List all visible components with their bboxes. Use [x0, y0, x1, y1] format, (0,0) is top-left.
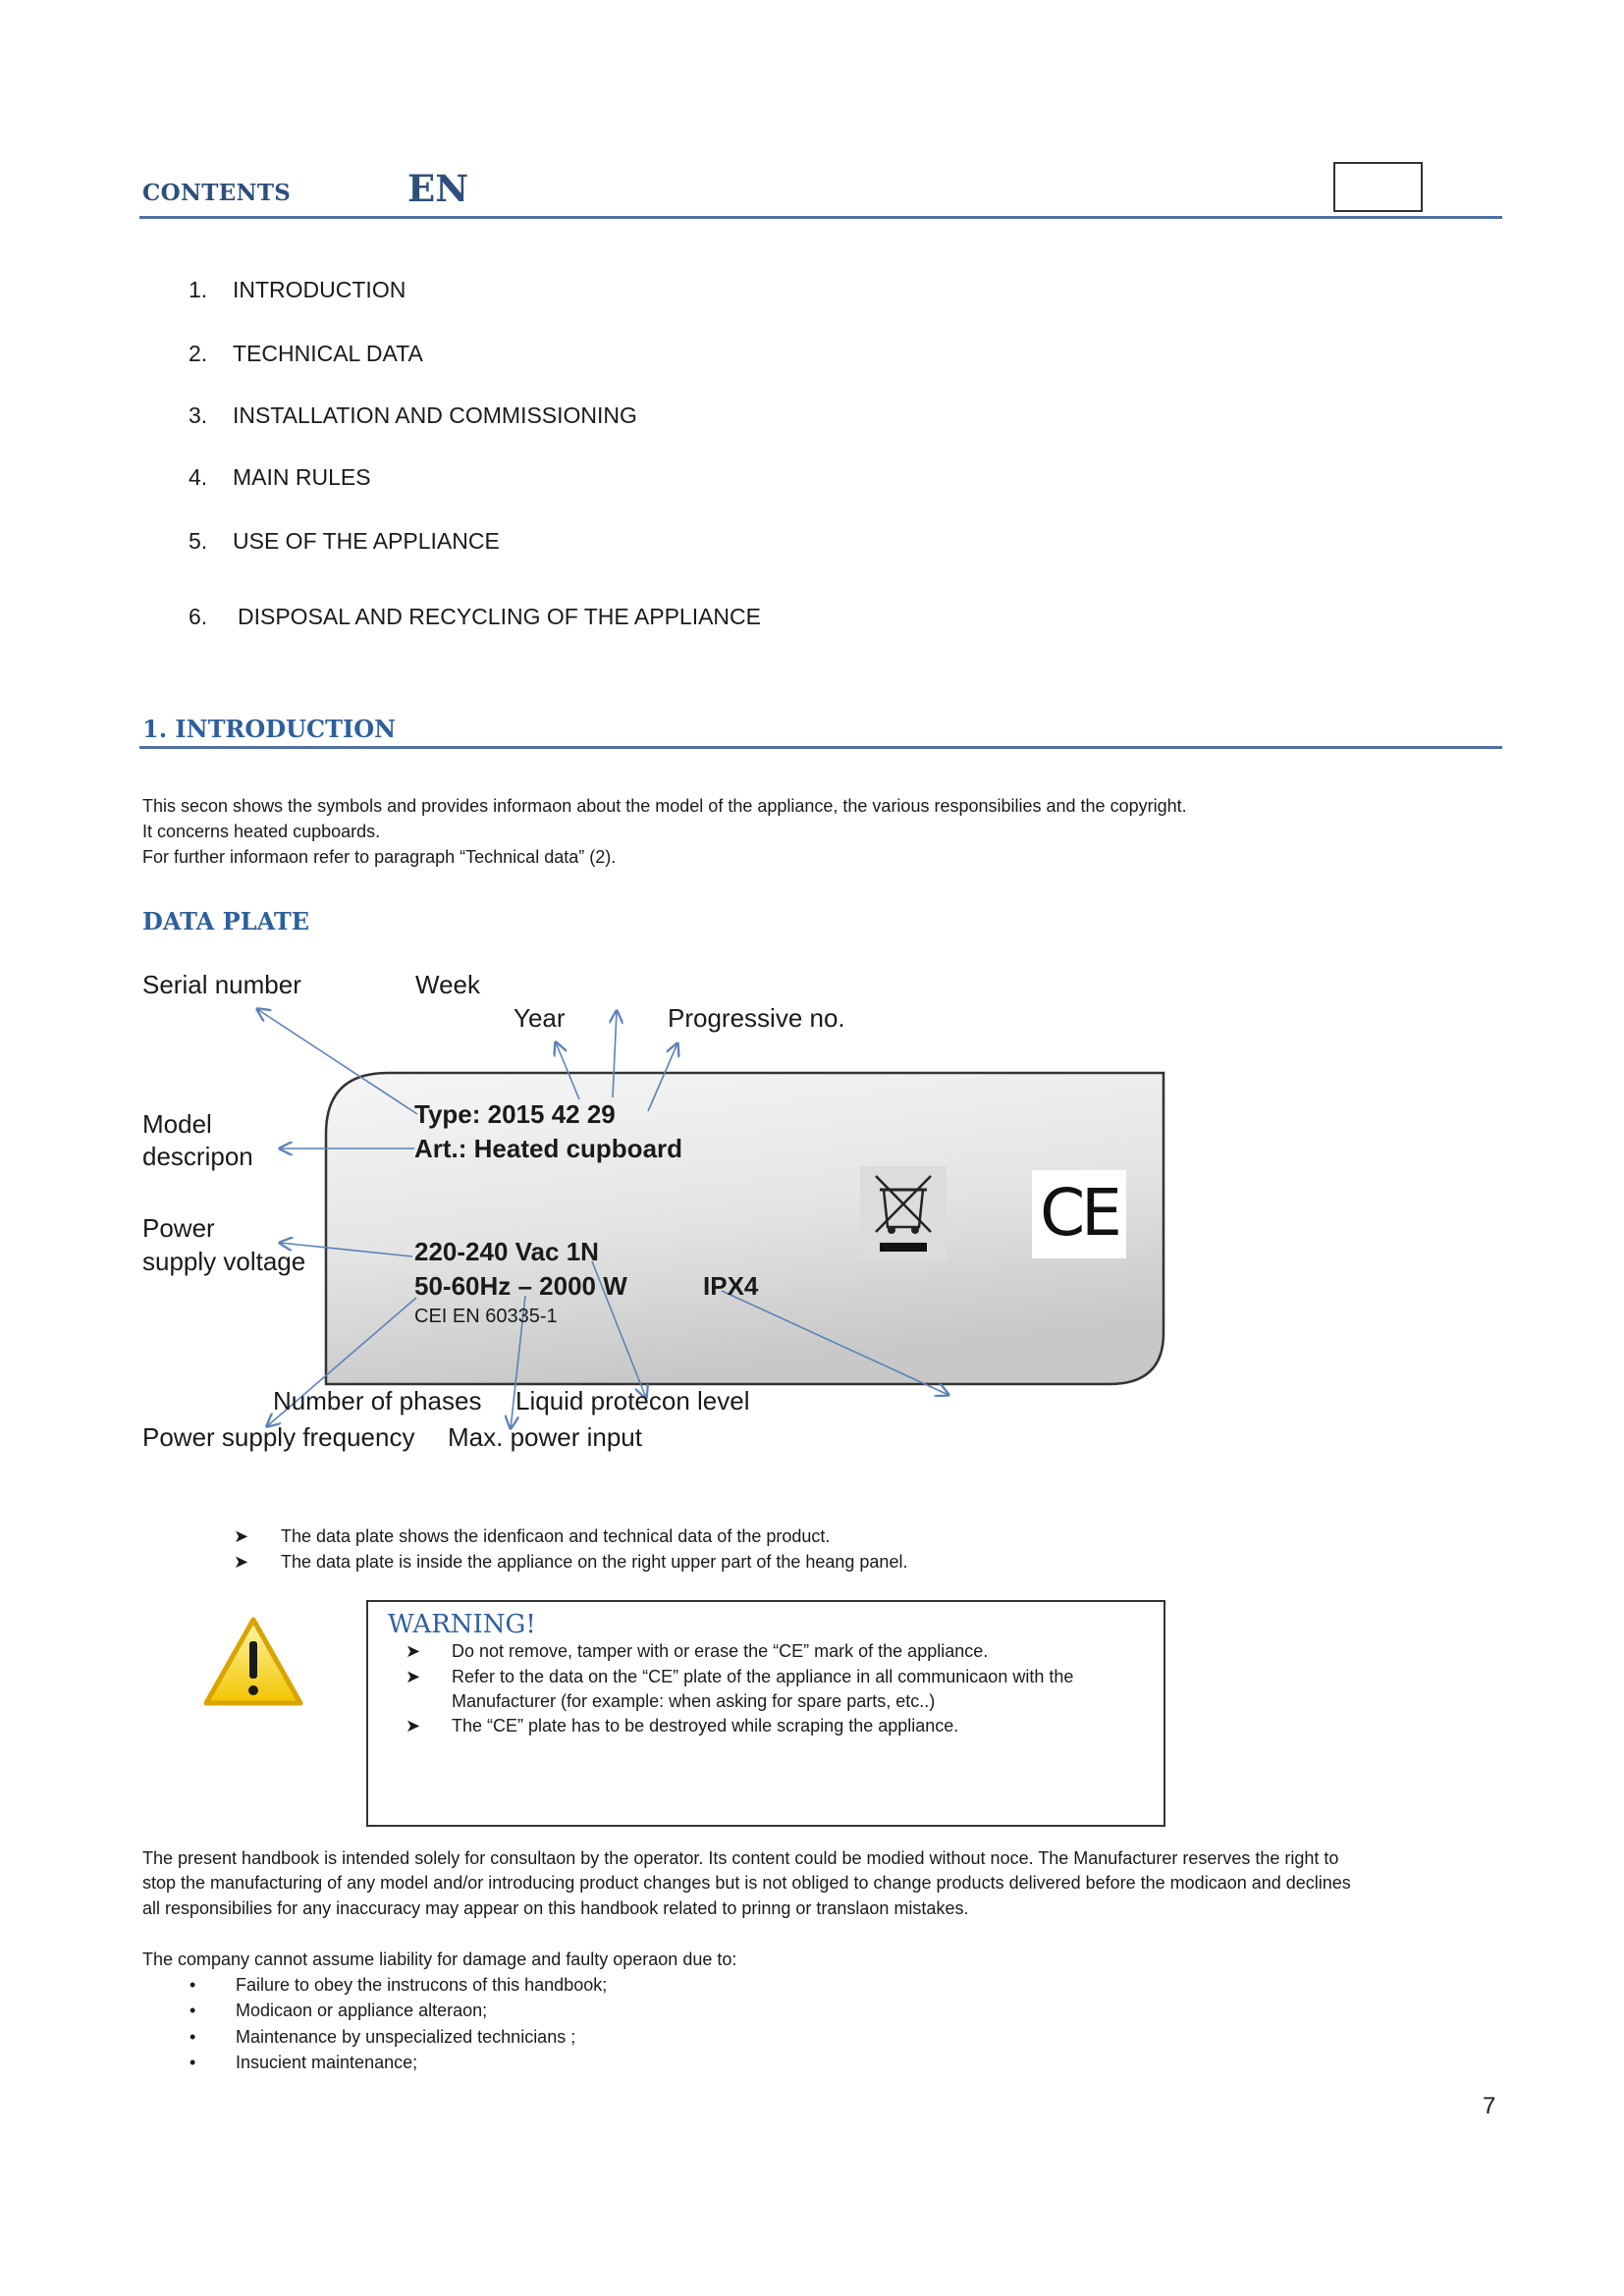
warning-text: Refer to the data on the “CE” plate of the appliance in all communicaon with the: [452, 1667, 1074, 1686]
plate-art: Art.: Heated cupboard: [414, 1134, 683, 1163]
label-week: Week: [415, 970, 480, 999]
toc-num: 4.: [189, 464, 208, 490]
label-year: Year: [514, 1003, 566, 1033]
plate-frequency-power: 50-60Hz – 2000 W: [414, 1271, 627, 1301]
data-plate-bullet: [234, 1549, 907, 1575]
arrow-bullet-icon: ➤: [406, 1716, 421, 1735]
toc-num: 2.: [189, 341, 208, 366]
toc-label: MAIN RULES: [233, 464, 371, 490]
bullet-dot-icon: •: [189, 2053, 196, 2072]
intro-line: It concerns heated cupboards.: [142, 822, 381, 841]
liability-item: [189, 1998, 487, 2023]
liability-text: Modicaon or appliance alteraon;: [236, 2001, 488, 2020]
toc-label: USE OF THE APPLIANCE: [233, 528, 500, 554]
language-code: EN: [407, 167, 469, 210]
label-power-1: Power: [142, 1213, 215, 1243]
label-liquid-protection: Liquid protecon level: [515, 1386, 750, 1415]
bullet-dot-icon: •: [189, 2001, 196, 2020]
bullet-text: The data plate is inside the appliance on the right upper part of the heang panel.: [281, 1552, 908, 1572]
label-max-power-input: Max. power input: [448, 1422, 642, 1452]
arrow-bullet-icon: ➤: [406, 1667, 421, 1686]
warning-title: WARNING!: [388, 1610, 536, 1639]
warning-item: [406, 1665, 1073, 1689]
warning-text: The “CE” plate has to be destroyed while scraping the appliance.: [452, 1716, 959, 1735]
ce-mark: CE: [1040, 1175, 1118, 1251]
arrow-bullet-icon: ➤: [406, 1641, 421, 1661]
liability-item: [189, 2024, 575, 2050]
handbook-line: stop the manufacturing of any model and/or introducing product changes but is not obliged to change products delivered before the modicaon and declines: [142, 1873, 1351, 1893]
section-title-introduction: 1. INTRODUCTION: [142, 715, 397, 743]
bullet-dot-icon: •: [189, 1975, 196, 1995]
warning-item: [406, 1714, 958, 1738]
toc-num: 1.: [189, 277, 208, 302]
label-model-2: descripon: [142, 1142, 253, 1171]
weee-bin-icon: [860, 1166, 947, 1260]
liability-text: Maintenance by unspecialized technicians ;: [236, 2027, 576, 2047]
liability-item: [189, 1972, 607, 1998]
bullet-text: The data plate shows the idenficaon and technical data of the product.: [281, 1526, 831, 1546]
page-number: 7: [1483, 2093, 1496, 2119]
intro-line: This secon shows the symbols and provides informaon about the model of the appliance, the various responsibilies and the copyright.: [142, 796, 1187, 816]
label-model-1: Model: [142, 1109, 212, 1139]
label-serial-number: Serial number: [142, 970, 301, 999]
liability-item: [189, 2050, 417, 2075]
liability-text: Insucient maintenance;: [236, 2053, 418, 2072]
liability-text: Failure to obey the instrucons of this handbook;: [236, 1975, 608, 1995]
label-power-2: supply voltage: [142, 1247, 306, 1276]
handbook-line: The present handbook is intended solely for consultaon by the operator. Its content could be modied without noce. The Manufacturer reserves the right to: [142, 1848, 1339, 1868]
plate-type: Type: 2015 42 29: [414, 1099, 616, 1129]
contents-heading: CONTENTS: [142, 180, 292, 206]
plate-voltage: 220-240 Vac 1N: [414, 1237, 599, 1266]
toc-num: 3.: [189, 402, 208, 428]
data-plate-bullet: [234, 1523, 830, 1549]
warning-text: Do not remove, tamper with or erase the “CE” mark of the appliance.: [452, 1641, 989, 1661]
data-plate-title: DATA PLATE: [142, 907, 310, 935]
bullet-dot-icon: •: [189, 2027, 196, 2047]
warning-item: [406, 1639, 988, 1664]
handbook-line: all responsibilies for any inaccuracy may appear on this handbook related to prinng or translaon mistakes.: [142, 1898, 969, 1918]
label-progressive-no: Progressive no.: [668, 1003, 845, 1033]
liability-intro: The company cannot assume liability for damage and faulty operaon due to:: [142, 1949, 737, 1969]
toc-label: INTRODUCTION: [233, 277, 406, 302]
warning-item-cont: Manufacturer (for example: when asking for spare parts, etc..): [452, 1691, 936, 1711]
toc-num: 5.: [189, 528, 208, 554]
plate-norm: CEI EN 60335-1: [414, 1306, 558, 1327]
label-power-supply-frequency: Power supply frequency: [142, 1422, 415, 1452]
arrow-bullet-icon: ➤: [234, 1526, 249, 1546]
arrow-bullet-icon: ➤: [234, 1552, 249, 1572]
intro-line: For further informaon refer to paragraph “Technical data” (2).: [142, 847, 617, 867]
toc-label: TECHNICAL DATA: [233, 341, 423, 366]
warning-triangle-icon: [206, 1620, 300, 1703]
toc-label: DISPOSAL AND RECYCLING OF THE APPLIANCE: [238, 604, 761, 629]
plate-ipx: IPX4: [703, 1271, 759, 1301]
toc-label: INSTALLATION AND COMMISSIONING: [233, 402, 637, 428]
label-number-of-phases: Number of phases: [273, 1386, 482, 1415]
toc-num: 6.: [189, 604, 208, 629]
